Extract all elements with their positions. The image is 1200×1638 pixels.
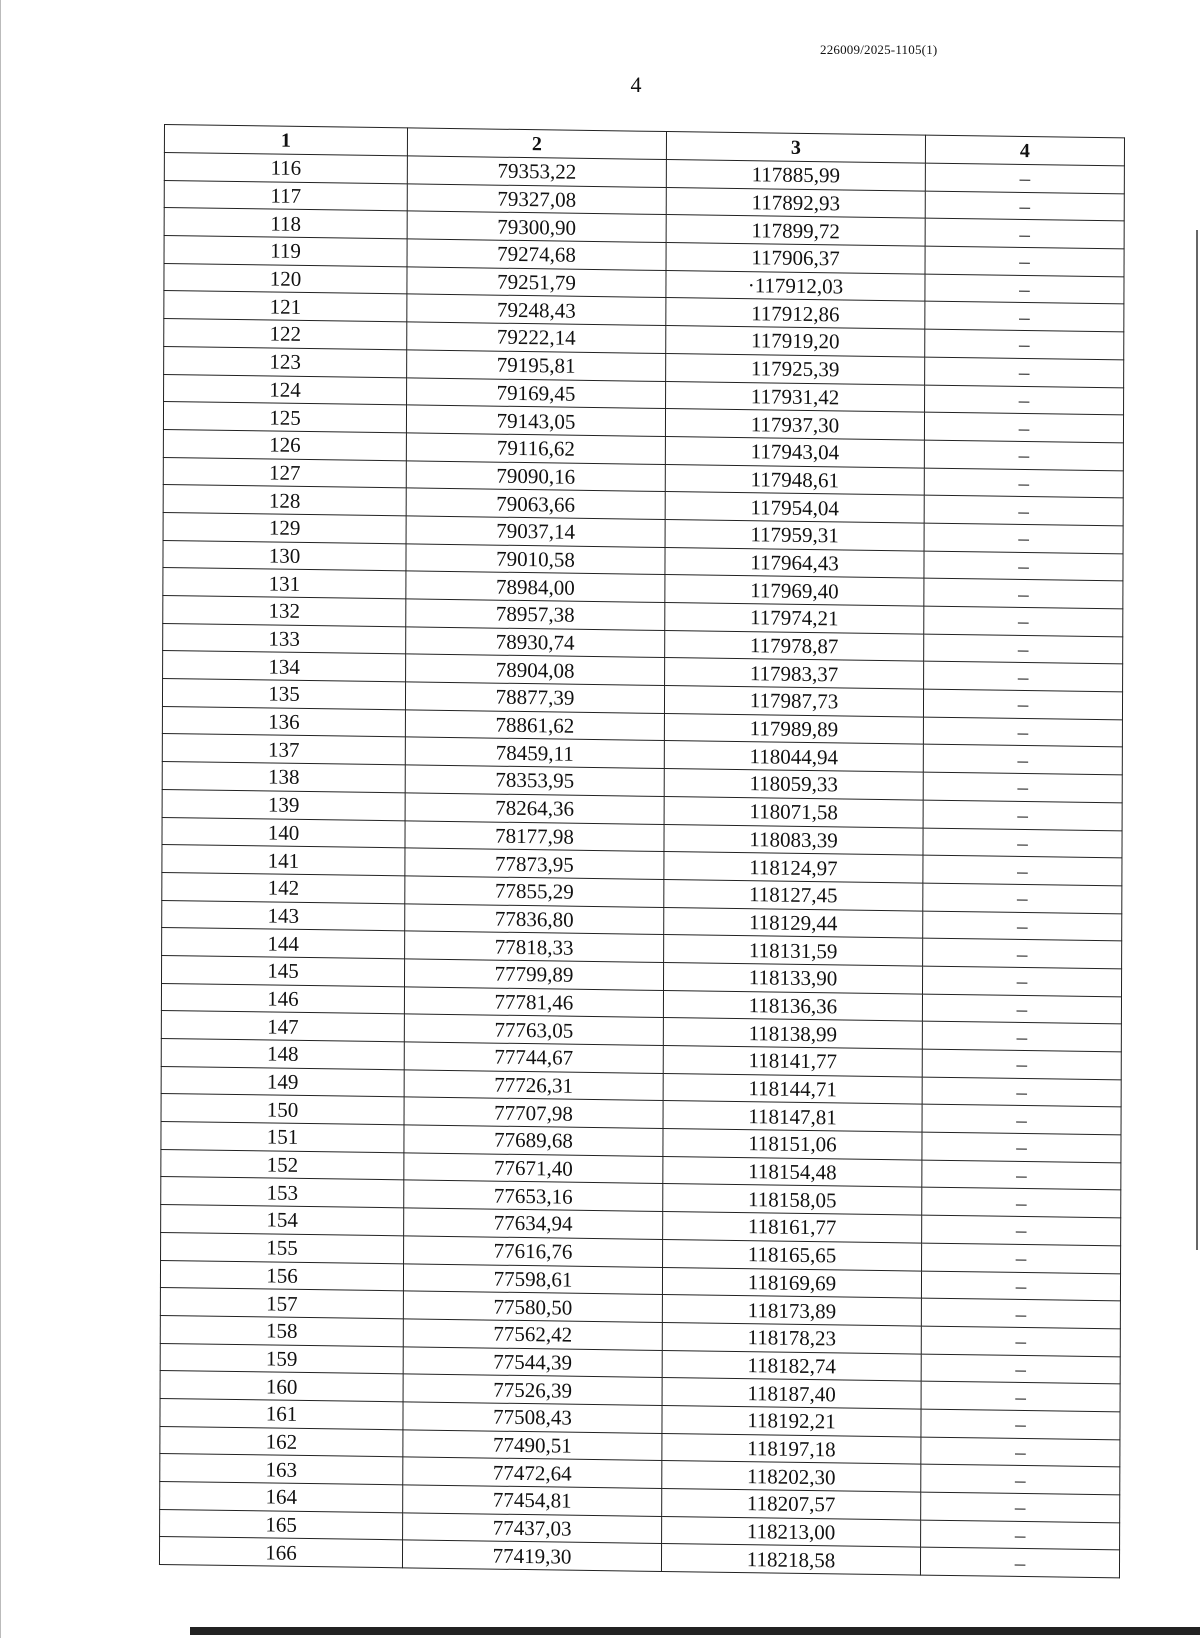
table-cell: 77598,61 bbox=[403, 1263, 662, 1294]
table-cell: 79300,90 bbox=[407, 211, 666, 242]
table-cell: 117925,39 bbox=[666, 353, 925, 384]
table-cell: 148 bbox=[161, 1038, 404, 1069]
table-cell: 77671,40 bbox=[404, 1153, 663, 1184]
table-cell: – bbox=[922, 1215, 1121, 1245]
table-cell: – bbox=[924, 606, 1123, 636]
document-number: 226009/2025-1105(1) bbox=[820, 42, 938, 57]
table-cell: 124 bbox=[164, 374, 407, 405]
table-cell: – bbox=[921, 1409, 1120, 1439]
table-cell: 118151,06 bbox=[663, 1129, 922, 1160]
table-cell: 117959,31 bbox=[665, 519, 924, 550]
table-cell: 118147,81 bbox=[663, 1101, 922, 1132]
table-cell: 117989,89 bbox=[664, 713, 923, 744]
table-cell: 133 bbox=[163, 623, 406, 654]
table-cell: 79169,45 bbox=[407, 377, 666, 408]
table-cell: 117948,61 bbox=[665, 464, 924, 495]
table-cell: 143 bbox=[162, 900, 405, 931]
table-cell: 118218,58 bbox=[661, 1544, 920, 1575]
table-cell: 78861,62 bbox=[405, 710, 664, 741]
table-cell: 147 bbox=[161, 1011, 404, 1042]
table-cell: 117912,86 bbox=[666, 298, 925, 329]
table-cell: 142 bbox=[162, 872, 405, 903]
table-cell: – bbox=[923, 800, 1122, 830]
table-cell: – bbox=[922, 1132, 1121, 1162]
table-cell: 116 bbox=[164, 153, 407, 184]
table-cell: 118213,00 bbox=[662, 1516, 921, 1547]
table-cell: – bbox=[922, 994, 1121, 1024]
table-cell: 134 bbox=[163, 651, 406, 682]
page-number: 4 bbox=[630, 72, 642, 97]
table-cell: 125 bbox=[163, 402, 406, 433]
table-cell: – bbox=[923, 689, 1122, 719]
table-cell: – bbox=[924, 412, 1123, 442]
table-cell: – bbox=[924, 468, 1123, 498]
table-cell: 118136,36 bbox=[663, 990, 922, 1021]
table-cell: – bbox=[924, 661, 1123, 691]
table-cell: 117964,43 bbox=[665, 547, 924, 578]
table-cell: 145 bbox=[162, 955, 405, 986]
table-cell: 77726,31 bbox=[404, 1070, 663, 1101]
table-cell: 117978,87 bbox=[665, 630, 924, 661]
table-cell: 77855,29 bbox=[405, 876, 664, 907]
table-cell: 117974,21 bbox=[665, 602, 924, 633]
table-cell: – bbox=[922, 1188, 1121, 1218]
table-cell: 118202,30 bbox=[662, 1461, 921, 1492]
table-cell: 128 bbox=[163, 485, 406, 516]
table-cell: – bbox=[923, 828, 1122, 858]
table-cell: – bbox=[924, 495, 1123, 525]
table-cell: – bbox=[921, 1354, 1120, 1384]
table-cell: 118178,23 bbox=[662, 1322, 921, 1353]
table-cell: – bbox=[922, 1243, 1121, 1273]
table-cell: 118197,18 bbox=[662, 1433, 921, 1464]
table-cell: 139 bbox=[162, 789, 405, 820]
table-cell: 118169,69 bbox=[662, 1267, 921, 1298]
table-cell: – bbox=[922, 1104, 1121, 1134]
table-cell: 118071,58 bbox=[664, 796, 923, 827]
table-cell: 117892,93 bbox=[666, 187, 925, 218]
table-cell: 126 bbox=[163, 429, 406, 460]
table-cell: 78930,74 bbox=[406, 627, 665, 658]
table-cell: 140 bbox=[162, 817, 405, 848]
table-cell: 78264,36 bbox=[405, 793, 664, 824]
table-cell: 141 bbox=[162, 845, 405, 876]
table-cell: – bbox=[922, 1021, 1121, 1051]
table-cell: 118059,33 bbox=[664, 769, 923, 800]
table-cell: 118173,89 bbox=[662, 1295, 921, 1326]
table-cell: – bbox=[924, 440, 1123, 470]
table-cell: 132 bbox=[163, 595, 406, 626]
table-cell: 151 bbox=[161, 1122, 404, 1153]
table-cell: 117931,42 bbox=[666, 381, 925, 412]
table-cell: 77490,51 bbox=[403, 1429, 662, 1460]
table-cell: 117899,72 bbox=[666, 215, 925, 246]
table-cell: – bbox=[920, 1547, 1119, 1577]
table-cell: 78904,08 bbox=[406, 654, 665, 685]
table-cell: 79222,14 bbox=[407, 322, 666, 353]
table-cell: 118044,94 bbox=[664, 741, 923, 772]
table-cell: 77472,64 bbox=[403, 1457, 662, 1488]
table-cell: – bbox=[924, 634, 1123, 664]
table-cell: 135 bbox=[162, 679, 405, 710]
table-cell: – bbox=[925, 191, 1124, 221]
table-cell: 79274,68 bbox=[407, 239, 666, 270]
column-header: 4 bbox=[925, 135, 1124, 166]
table-cell: 120 bbox=[164, 263, 407, 294]
table-cell: 161 bbox=[160, 1398, 403, 1429]
table-cell: – bbox=[925, 385, 1124, 415]
table-cell: – bbox=[925, 329, 1124, 359]
table-cell: 117919,20 bbox=[666, 326, 925, 357]
table-cell: 127 bbox=[163, 457, 406, 488]
table-cell: 118141,77 bbox=[663, 1045, 922, 1076]
table-cell: 137 bbox=[162, 734, 405, 765]
table-cell: 77634,94 bbox=[404, 1208, 663, 1239]
table-cell: – bbox=[921, 1326, 1120, 1356]
scan-margin-line bbox=[1196, 230, 1198, 1250]
table-cell: 117943,04 bbox=[665, 436, 924, 467]
table-cell: 155 bbox=[161, 1232, 404, 1263]
table-cell: – bbox=[925, 246, 1124, 276]
table-cell: 77873,95 bbox=[405, 848, 664, 879]
table-cell: 77616,76 bbox=[404, 1236, 663, 1267]
scan-margin-line bbox=[0, 0, 1, 1638]
table-cell: 77437,03 bbox=[403, 1513, 662, 1544]
table-cell: 79248,43 bbox=[407, 294, 666, 325]
table-cell: 163 bbox=[160, 1454, 403, 1485]
table-cell: – bbox=[921, 1271, 1120, 1301]
table-cell: 130 bbox=[163, 540, 406, 571]
table-cell: 79010,58 bbox=[406, 544, 665, 575]
table-cell: – bbox=[921, 1464, 1120, 1494]
table-cell: 78459,11 bbox=[405, 737, 664, 768]
table-cell: – bbox=[923, 717, 1122, 747]
table-cell: ·117912,03 bbox=[666, 270, 925, 301]
table-cell: 118158,05 bbox=[663, 1184, 922, 1215]
table-cell: 118138,99 bbox=[663, 1018, 922, 1049]
table-cell: – bbox=[925, 274, 1124, 304]
table-cell: – bbox=[923, 745, 1122, 775]
table-cell: 118182,74 bbox=[662, 1350, 921, 1381]
table-cell: 77419,30 bbox=[402, 1540, 661, 1571]
table-cell: 164 bbox=[160, 1481, 403, 1512]
table-cell: 79090,16 bbox=[406, 460, 665, 491]
table-cell: 118144,71 bbox=[663, 1073, 922, 1104]
table-cell: – bbox=[922, 1049, 1121, 1079]
table-cell: 77508,43 bbox=[403, 1402, 662, 1433]
table-cell: – bbox=[925, 219, 1124, 249]
table-cell: 118187,40 bbox=[662, 1378, 921, 1409]
table-cell: 158 bbox=[160, 1315, 403, 1346]
table-cell: 162 bbox=[160, 1426, 403, 1457]
table-cell: 79327,08 bbox=[407, 184, 666, 215]
table-cell: 118192,21 bbox=[662, 1405, 921, 1436]
table-cell: 131 bbox=[163, 568, 406, 599]
table-cell: 79353,22 bbox=[407, 156, 666, 187]
column-header: 2 bbox=[407, 128, 666, 160]
table-cell: 77689,68 bbox=[404, 1125, 663, 1156]
table-cell: – bbox=[924, 578, 1123, 608]
table-cell: 77836,80 bbox=[405, 903, 664, 934]
table-cell: 77744,67 bbox=[404, 1042, 663, 1073]
table-cell: 77653,16 bbox=[404, 1180, 663, 1211]
table-cell: – bbox=[925, 302, 1124, 332]
table-cell: 152 bbox=[161, 1149, 404, 1180]
table-cell: 129 bbox=[163, 512, 406, 543]
column-header: 3 bbox=[666, 132, 925, 164]
table-cell: 118207,57 bbox=[662, 1488, 921, 1519]
table-cell: 118124,97 bbox=[664, 852, 923, 883]
table-cell: 77781,46 bbox=[404, 986, 663, 1017]
table-cell: – bbox=[922, 966, 1121, 996]
table-cell: 118083,39 bbox=[664, 824, 923, 855]
table-cell: 122 bbox=[164, 319, 407, 350]
table-cell: 123 bbox=[164, 346, 407, 377]
table-cell: 77763,05 bbox=[404, 1014, 663, 1045]
table-cell: 119 bbox=[164, 236, 407, 267]
table-cell: 117937,30 bbox=[665, 409, 924, 440]
table-cell: – bbox=[921, 1381, 1120, 1411]
table-cell: – bbox=[925, 163, 1124, 193]
table-cell: 77580,50 bbox=[403, 1291, 662, 1322]
table-cell: 77544,39 bbox=[403, 1346, 662, 1377]
table-cell: 159 bbox=[160, 1343, 403, 1374]
table-cell: 79195,81 bbox=[407, 350, 666, 381]
table-cell: 117 bbox=[164, 180, 407, 211]
table-cell: – bbox=[921, 1492, 1120, 1522]
table-cell: – bbox=[923, 855, 1122, 885]
table-cell: 121 bbox=[164, 291, 407, 322]
table-cell: 79116,62 bbox=[406, 433, 665, 464]
table-cell: 77707,98 bbox=[404, 1097, 663, 1128]
table-cell: – bbox=[921, 1437, 1120, 1467]
table-cell: 118 bbox=[164, 208, 407, 239]
table-cell: – bbox=[923, 938, 1122, 968]
table-cell: – bbox=[921, 1520, 1120, 1550]
table-cell: 118154,48 bbox=[663, 1156, 922, 1187]
table-cell: 138 bbox=[162, 762, 405, 793]
table-body bbox=[159, 153, 1124, 1578]
table-cell: 146 bbox=[161, 983, 404, 1014]
table-cell: 117987,73 bbox=[664, 686, 923, 717]
table-cell: 117983,37 bbox=[665, 658, 924, 689]
table-cell: 144 bbox=[162, 928, 405, 959]
table-cell: 118165,65 bbox=[663, 1239, 922, 1270]
table-cell: – bbox=[921, 1298, 1120, 1328]
table-cell: 166 bbox=[159, 1537, 402, 1568]
table-cell: 79063,66 bbox=[406, 488, 665, 519]
coordinates-table bbox=[159, 124, 1125, 1578]
table-cell: 78984,00 bbox=[406, 571, 665, 602]
table-cell: 117885,99 bbox=[666, 160, 925, 191]
table-cell: 79143,05 bbox=[406, 405, 665, 436]
table-cell: 149 bbox=[161, 1066, 404, 1097]
table-cell: 157 bbox=[160, 1288, 403, 1319]
table-cell: 136 bbox=[162, 706, 405, 737]
table-cell: 153 bbox=[161, 1177, 404, 1208]
table-cell: 117969,40 bbox=[665, 575, 924, 606]
table-cell: – bbox=[923, 911, 1122, 941]
column-header: 1 bbox=[164, 125, 407, 156]
table-cell: 165 bbox=[160, 1509, 403, 1540]
scan-edge-bar bbox=[190, 1627, 1200, 1635]
table-cell: 78957,38 bbox=[406, 599, 665, 630]
table-cell: 77818,33 bbox=[405, 931, 664, 962]
table-cell: 77526,39 bbox=[403, 1374, 662, 1405]
table-cell: 78177,98 bbox=[405, 820, 664, 851]
table-cell: 78877,39 bbox=[405, 682, 664, 713]
table-cell: 77799,89 bbox=[404, 959, 663, 990]
table-cell: – bbox=[925, 357, 1124, 387]
table-cell: – bbox=[922, 1160, 1121, 1190]
table-cell: 79037,14 bbox=[406, 516, 665, 547]
table-cell: 79251,79 bbox=[407, 267, 666, 298]
table-cell: 77454,81 bbox=[403, 1485, 662, 1516]
table-cell: – bbox=[924, 523, 1123, 553]
table-cell: – bbox=[922, 1077, 1121, 1107]
table-cell: 118131,59 bbox=[664, 935, 923, 966]
table-cell: 117954,04 bbox=[665, 492, 924, 523]
table-cell: 154 bbox=[161, 1205, 404, 1236]
table-cell: 118129,44 bbox=[664, 907, 923, 938]
table-cell: 156 bbox=[160, 1260, 403, 1291]
table-cell: 78353,95 bbox=[405, 765, 664, 796]
table-cell: 150 bbox=[161, 1094, 404, 1125]
table-cell: 118161,77 bbox=[663, 1212, 922, 1243]
table-cell: 117906,37 bbox=[666, 243, 925, 274]
table-cell: 118127,45 bbox=[664, 879, 923, 910]
table-cell: – bbox=[924, 551, 1123, 581]
table-cell: – bbox=[923, 772, 1122, 802]
table-cell: 160 bbox=[160, 1371, 403, 1402]
table-cell: – bbox=[923, 883, 1122, 913]
table-cell: 118133,90 bbox=[663, 962, 922, 993]
table-cell: 77562,42 bbox=[403, 1319, 662, 1350]
